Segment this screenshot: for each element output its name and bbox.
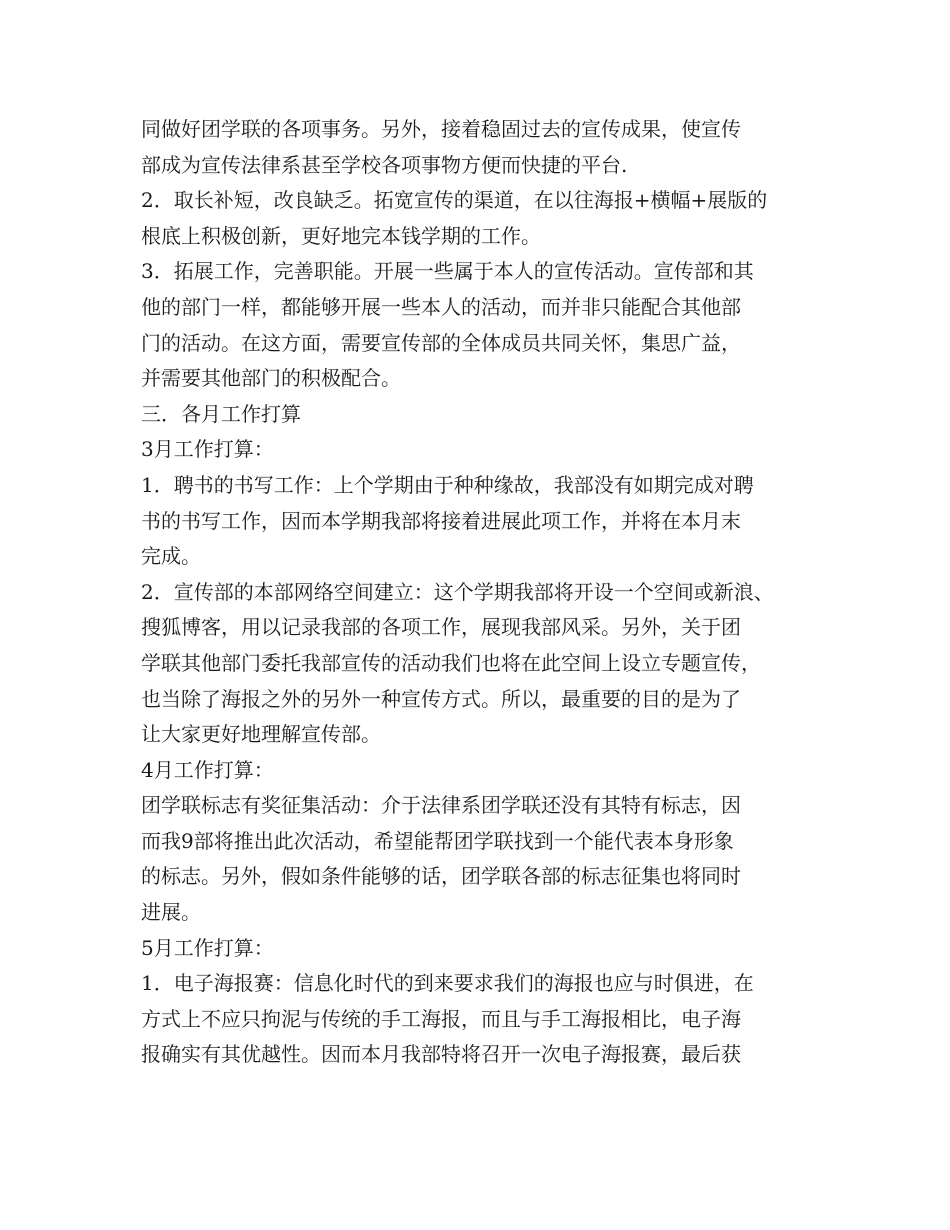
text-line: 搜狐博客，用以记录我部的各项工作，展现我部风采。另外，关于团: [141, 615, 741, 640]
text-line: 2．宣传部的本部网络空间建立：这个学期我部将开设一个空间或新浪、: [141, 579, 774, 604]
month-heading: 4月工作打算：: [141, 757, 274, 782]
text-line: 的标志。另外，假如条件能够的话，团学联各部的标志征集也将同时: [141, 864, 741, 889]
text-line: 书的书写工作，因而本学期我部将接着进展此项工作，并将在本月末: [141, 508, 741, 533]
section-heading: 三．各月工作打算: [141, 401, 301, 426]
text-line: 门的活动。在这方面，需要宣传部的全体成员共同关怀，集思广益，: [141, 330, 741, 355]
text-line: 学联其他部门委托我部宣传的活动我们也将在此空间上设立专题宣传，: [141, 650, 761, 675]
text-line: 他的部门一样，都能够开展一些本人的活动，而并非只能配合其他部: [141, 294, 741, 319]
month-heading: 3月工作打算：: [141, 437, 274, 462]
document-body: [141, 112, 821, 1073]
text-line: 1．聘书的书写工作：上个学期由于种种缘故，我部没有如期完成对聘: [141, 472, 754, 497]
text-line: 同做好团学联的各项事务。另外，接着稳固过去的宣传成果，使宣传: [141, 117, 741, 141]
text-line: 报确实有其优越性。因而本月我部特将召开一次电子海报赛，最后获: [141, 1042, 741, 1067]
text-line: 而我9部将推出此次活动，希望能帮团学联找到一个能代表本身形象: [141, 828, 734, 853]
text-line: 方式上不应只拘泥与传统的手工海报，而且与手工海报相比，电子海: [141, 1006, 741, 1031]
text-line: 团学联标志有奖征集活动：介于法律系团学联还没有其特有标志，因: [141, 793, 741, 818]
text-line: 并需要其他部门的积极配合。: [141, 366, 401, 391]
text-line: 1．电子海报赛：信息化时代的到来要求我们的海报也应与时俱进，在: [141, 971, 754, 996]
text-line: 完成。: [141, 544, 201, 569]
text-line: 让大家更好地理解宣传部。: [141, 722, 381, 747]
month-heading: 5月工作打算：: [141, 935, 274, 960]
text-line: 2．取长补短，改良缺乏。拓宽宣传的渠道，在以往海报+横幅+展版的: [141, 188, 768, 213]
text-line: 部成为宣传法律系甚至学校各项事物方便而快捷的平台.: [141, 152, 628, 177]
text-line: 进展。: [141, 900, 201, 925]
text-line: 也当除了海报之外的另外一种宣传方式。所以，最重要的目的是为了: [141, 686, 741, 711]
text-line: 根底上积极创新，更好地完本钱学期的工作。: [141, 223, 541, 248]
text-line: 3．拓展工作，完善职能。开展一些属于本人的宣传活动。宣传部和其: [141, 259, 754, 284]
